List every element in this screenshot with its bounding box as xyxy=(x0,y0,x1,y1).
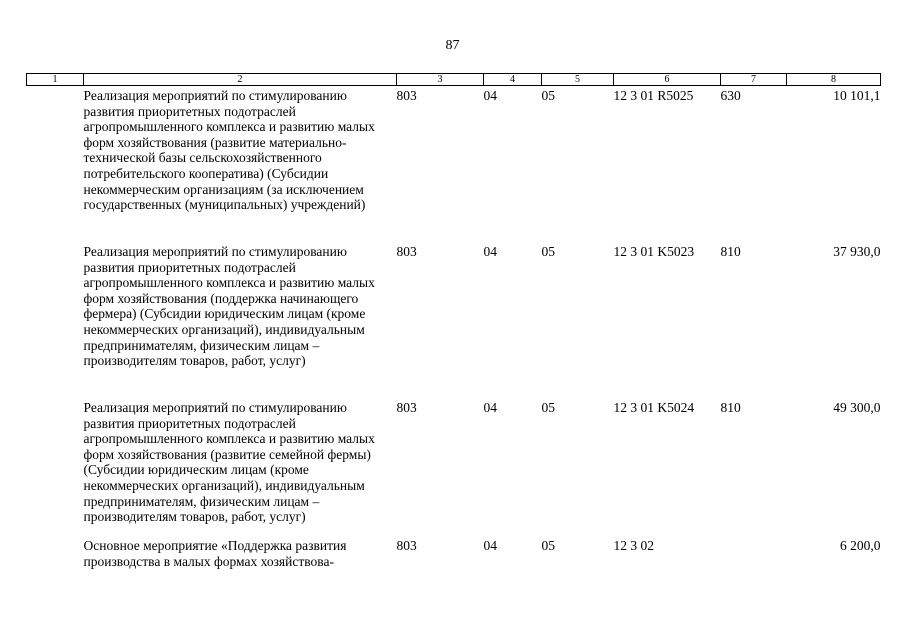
row-amount: 10 101,1 xyxy=(833,88,881,103)
row-ministry-code: 803 xyxy=(396,244,417,259)
row-section: 04 xyxy=(483,400,497,415)
row-expense-type: 810 xyxy=(720,400,741,415)
row-ministry-code: 803 xyxy=(396,538,417,553)
row-expense-type: 630 xyxy=(720,88,741,103)
column-header-2: 2 xyxy=(84,74,397,86)
row-section: 04 xyxy=(483,244,497,259)
row-name: Реализация мероприятий по стимулированию развития приоритетных подотраслей агропромышленного комплекса и развитию малых форм хозяйствования (поддержка начинающего фермера) (Субсидии юридическим лицам (кроме некоммерческих организаций), индивидуальным предпринимателям, физическим лицам – производителям товаров, работ, услуг) xyxy=(83,244,375,369)
table-row xyxy=(27,242,881,398)
row-target-code: 12 3 01 K5024 xyxy=(613,400,695,415)
row-amount: 49 300,0 xyxy=(833,400,881,415)
column-header-6: 6 xyxy=(614,74,721,86)
row-expense-type: 810 xyxy=(720,244,741,259)
row-subsection: 05 xyxy=(541,400,555,415)
row-blank-cell xyxy=(27,86,84,243)
column-number-header xyxy=(27,74,881,86)
row-name: Реализация мероприятий по стимулированию развития приоритетных подотраслей агропромышленного комплекса и развитию малых форм хозяйствования (развитие семейной фермы) (Субсидии юридическим лицам (кроме некоммерческих организаций), индивидуальным предпринимателям, физическим лицам – производителям товаров, работ, услуг) xyxy=(83,400,375,525)
row-expense-type xyxy=(721,536,787,569)
row-name: Реализация мероприятий по стимулированию развития приоритетных подотраслей агропромышленного комплекса и развитию малых форм хозяйствования (развитие материально-технической базы сельскохозяйственного потребительского кооператива) (Субсидии некоммерческим организациям (за исключением государственных (муниципальных) учреждений) xyxy=(83,88,375,213)
column-header-8: 8 xyxy=(787,74,881,86)
row-blank-cell xyxy=(27,242,84,398)
table-row xyxy=(27,398,881,536)
row-blank-cell xyxy=(27,398,84,536)
row-ministry-code: 803 xyxy=(396,400,417,415)
table-row xyxy=(27,536,881,569)
column-header-3: 3 xyxy=(397,74,484,86)
row-blank-cell xyxy=(27,536,84,569)
row-subsection: 05 xyxy=(541,88,555,103)
row-name: Основное мероприятие «Поддержка развития производства в малых формах хозяйствова- xyxy=(83,538,347,569)
row-subsection: 05 xyxy=(541,244,555,259)
row-section: 04 xyxy=(483,88,497,103)
row-amount: 6 200,0 xyxy=(840,538,881,553)
row-section: 04 xyxy=(483,538,497,553)
row-subsection: 05 xyxy=(541,538,555,553)
row-target-code: 12 3 02 xyxy=(613,538,654,553)
column-header-1: 1 xyxy=(27,74,84,86)
column-header-5: 5 xyxy=(542,74,614,86)
row-target-code: 12 3 01 K5023 xyxy=(613,244,695,259)
column-header-4: 4 xyxy=(484,74,542,86)
row-target-code: 12 3 01 R5025 xyxy=(613,88,694,103)
budget-table xyxy=(26,73,881,569)
table-row xyxy=(27,86,881,243)
row-amount: 37 930,0 xyxy=(833,244,881,259)
column-header-7: 7 xyxy=(721,74,787,86)
page-number: 87 xyxy=(445,38,460,53)
row-ministry-code: 803 xyxy=(396,88,417,103)
